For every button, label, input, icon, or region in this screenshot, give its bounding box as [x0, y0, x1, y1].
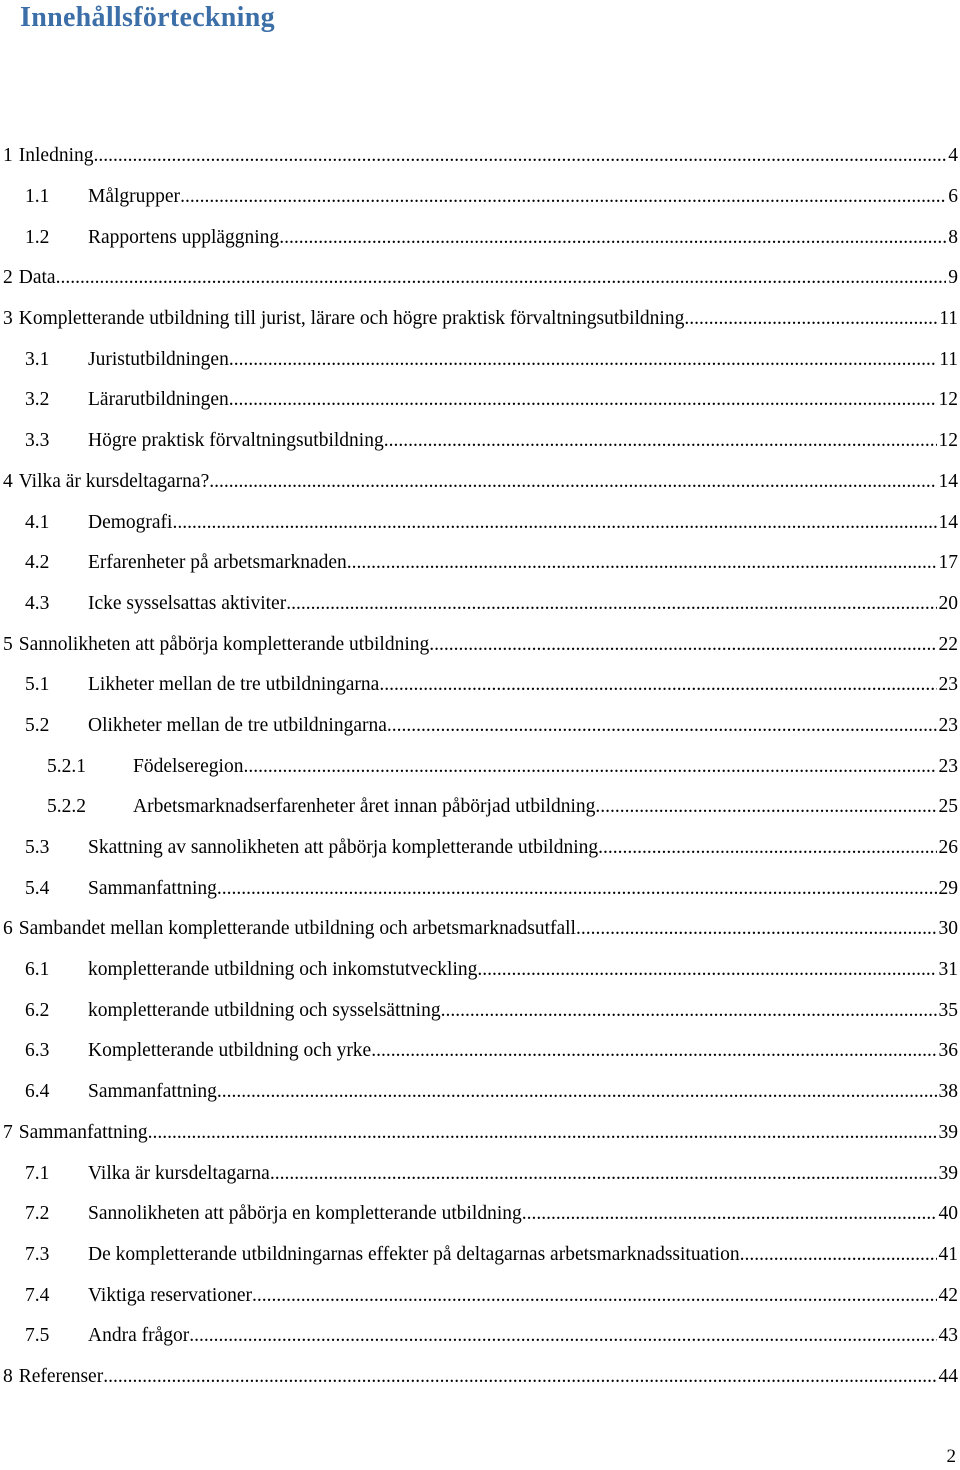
toc-entry-page: 23	[938, 714, 958, 736]
toc-entry-title: Andra frågor	[88, 1325, 190, 1347]
toc-entry-number: 1	[3, 145, 13, 167]
toc-entry[interactable]	[0, 909, 958, 950]
toc-entry[interactable]	[0, 380, 958, 421]
toc-entry-title: Vilka är kursdeltagarna	[88, 1162, 270, 1184]
toc-entry[interactable]	[0, 1072, 958, 1113]
toc-entry-number: 6.4	[25, 1081, 50, 1103]
page-title: Innehållsförteckning	[20, 2, 275, 33]
toc-entry-title: Sannolikheten att påbörja en kompletterande utbildning	[88, 1203, 522, 1225]
toc-dot-leader	[740, 1243, 937, 1267]
toc-entry-number: 5.3	[25, 837, 50, 859]
toc-entry-title: Sammanfattning	[88, 877, 217, 899]
toc-entry-title: Olikheter mellan de tre utbildningarna	[88, 714, 387, 736]
toc-entry-title: Inledning	[18, 145, 94, 167]
toc-entry-page: 6	[948, 186, 958, 208]
toc-entry-number: 4.1	[25, 511, 50, 533]
toc-entry-number: 6.3	[25, 1040, 50, 1062]
toc-entry-title: Data	[18, 267, 56, 289]
toc-entry-title: Rapportens uppläggning	[88, 226, 280, 248]
toc-entry-number: 5.2.2	[47, 796, 86, 818]
toc-entry[interactable]	[0, 665, 958, 706]
toc-entry[interactable]	[0, 462, 958, 503]
toc-entry-number: 7.4	[25, 1284, 50, 1306]
toc-entry-page: 23	[938, 755, 958, 777]
toc-dot-leader	[217, 877, 937, 901]
toc-entry-number: 5.2	[25, 714, 50, 736]
toc-entry-page: 38	[938, 1081, 958, 1103]
toc-entry[interactable]	[0, 421, 958, 462]
toc-entry-number: 5.4	[25, 877, 50, 899]
toc-entry[interactable]	[0, 258, 958, 299]
toc-entry[interactable]	[0, 706, 958, 747]
toc-entry-number: 7.3	[25, 1243, 50, 1265]
toc-entry-title: Högre praktisk förvaltningsutbildning	[88, 430, 384, 452]
toc-dot-leader	[229, 388, 937, 412]
toc-dot-leader	[598, 836, 936, 860]
toc-entry-page: 35	[938, 999, 958, 1021]
toc-dot-leader	[148, 1121, 937, 1145]
toc-dot-leader	[522, 1202, 937, 1226]
toc-dot-leader	[684, 307, 937, 331]
toc-entry-title: Kompletterande utbildning till jurist, lärare och högre praktisk förvaltningsutbildning	[18, 308, 685, 330]
toc-entry-page: 31	[938, 959, 958, 981]
toc-dot-leader	[180, 185, 946, 209]
toc-entry-page: 25	[938, 796, 958, 818]
toc-entry-title: Sammanfattning	[18, 1121, 148, 1143]
toc-dot-leader	[209, 470, 936, 494]
toc-dot-leader	[56, 266, 947, 290]
toc-entry[interactable]	[0, 746, 958, 787]
toc-dot-leader	[477, 958, 936, 982]
toc-entry-page: 12	[938, 389, 958, 411]
toc-dot-leader	[441, 999, 937, 1023]
toc-entry-title: Lärarutbildningen	[88, 389, 229, 411]
toc-entry-page: 30	[938, 918, 958, 940]
toc-entry-page: 43	[938, 1325, 958, 1347]
toc-entry-title: Arbetsmarknadserfarenheter året innan påbörjad utbildning	[133, 796, 596, 818]
toc-entry[interactable]	[0, 584, 958, 625]
toc-entry-number: 3.1	[25, 348, 50, 370]
toc-entry-number: 3.2	[25, 389, 50, 411]
toc-dot-leader	[384, 429, 937, 453]
toc-entry-title: Demografi	[88, 511, 173, 533]
toc-entry-page: 41	[938, 1243, 958, 1265]
toc-dot-leader	[279, 226, 946, 250]
toc-entry-number: 5.1	[25, 674, 50, 696]
toc-entry-number: 1.2	[25, 226, 50, 248]
toc-dot-leader	[229, 348, 937, 372]
toc-entry-number: 7.2	[25, 1203, 50, 1225]
toc-dot-leader	[387, 714, 937, 738]
toc-entry-page: 11	[939, 348, 958, 370]
toc-dot-leader	[270, 1162, 937, 1186]
toc-entry-page: 14	[938, 511, 958, 533]
toc-dot-leader	[172, 511, 936, 535]
toc-entry-title: Viktiga reservationer	[88, 1284, 252, 1306]
toc-dot-leader	[429, 633, 936, 657]
toc-entry-title: Vilka är kursdeltagarna?	[18, 470, 210, 492]
toc-dot-leader	[243, 755, 936, 779]
toc-entry-page: 22	[938, 633, 958, 655]
toc-entry[interactable]	[0, 339, 958, 380]
toc-entry[interactable]	[0, 502, 958, 543]
toc-entry-title: Sammanfattning	[88, 1081, 217, 1103]
toc-entry-page: 9	[948, 267, 958, 289]
toc-entry-number: 2	[3, 267, 13, 289]
toc-entry-number: 4.2	[25, 552, 50, 574]
toc-entry[interactable]	[0, 1235, 958, 1276]
toc-dot-leader	[576, 917, 937, 941]
toc-entry-number: 5.2.1	[47, 755, 86, 777]
toc-entry[interactable]	[0, 1031, 958, 1072]
toc-entry[interactable]	[0, 136, 958, 177]
toc-entry-page: 23	[938, 674, 958, 696]
toc-entry-title: Kompletterande utbildning och yrke	[88, 1040, 372, 1062]
toc-entry-title: Likheter mellan de tre utbildningarna	[88, 674, 380, 696]
toc-entry-page: 44	[938, 1365, 958, 1387]
toc-dot-leader	[371, 1039, 936, 1063]
toc-dot-leader	[595, 795, 936, 819]
toc-entry-page: 8	[948, 226, 958, 248]
toc-entry-number: 6	[3, 918, 13, 940]
toc-entry[interactable]	[0, 177, 958, 218]
toc-entry-page: 29	[938, 877, 958, 899]
toc-entry-number: 5	[3, 633, 13, 655]
toc-entry[interactable]	[0, 990, 958, 1031]
toc-dot-leader	[286, 592, 936, 616]
toc-entry-title: Födelseregion	[133, 755, 244, 777]
toc-entry-page: 12	[938, 430, 958, 452]
toc-dot-leader	[379, 673, 936, 697]
toc-entry[interactable]	[0, 1357, 958, 1398]
toc-entry-number: 1.1	[25, 186, 50, 208]
toc-entry-number: 7.1	[25, 1162, 50, 1184]
toc-entry-number: 4	[3, 470, 13, 492]
toc-entry[interactable]	[0, 1275, 958, 1316]
toc-entry-title: kompletterande utbildning och sysselsättning	[88, 999, 441, 1021]
toc-entry-title: Referenser	[18, 1365, 104, 1387]
toc-entry-page: 42	[938, 1284, 958, 1306]
toc-entry[interactable]	[0, 1194, 958, 1235]
toc-entry-number: 8	[3, 1365, 13, 1387]
toc-entry[interactable]	[0, 299, 958, 340]
toc-entry-title: De kompletterande utbildningarnas effekter på deltagarnas arbetsmarknadssituation	[88, 1243, 740, 1265]
toc-entry-title: Erfarenheter på arbetsmarknaden	[88, 552, 347, 574]
toc-entry[interactable]	[0, 543, 958, 584]
toc-entry-page: 14	[938, 470, 958, 492]
toc-entry-number: 6.2	[25, 999, 50, 1021]
toc-entry-title: Målgrupper	[88, 186, 181, 208]
toc-entry-page: 20	[938, 592, 958, 614]
toc-entry[interactable]	[0, 828, 958, 869]
toc-entry-number: 7	[3, 1121, 13, 1143]
toc-entry-number: 3.3	[25, 430, 50, 452]
toc-entry-number: 4.3	[25, 592, 50, 614]
toc-entry-number: 7.5	[25, 1325, 50, 1347]
toc-entry[interactable]	[0, 1113, 958, 1154]
toc-entry-title: Icke sysselsattas aktiviter	[88, 592, 287, 614]
toc-entry[interactable]	[0, 217, 958, 258]
toc-dot-leader	[252, 1284, 937, 1308]
toc-entry[interactable]	[0, 624, 958, 665]
toc-entry-title: Juristutbildningen	[88, 348, 229, 370]
toc-entry-title: Skattning av sannolikheten att påbörja kompletterande utbildning	[88, 837, 599, 859]
page-number: 2	[946, 1446, 956, 1467]
toc-entry-page: 39	[938, 1121, 958, 1143]
toc-dot-leader	[103, 1365, 936, 1389]
toc-dot-leader	[93, 144, 946, 168]
toc-dot-leader	[347, 551, 937, 575]
toc-entry-page: 4	[948, 145, 958, 167]
toc-entry-page: 40	[938, 1203, 958, 1225]
toc-dot-leader	[217, 1080, 937, 1104]
toc-entry[interactable]	[0, 1316, 958, 1357]
toc-entry-title: kompletterande utbildning och inkomstutveckling	[88, 959, 478, 981]
toc-entry-title: Sambandet mellan kompletterande utbildning och arbetsmarknadsutfall	[18, 918, 576, 940]
toc-entry-page: 26	[938, 837, 958, 859]
table-of-contents	[0, 136, 958, 1397]
toc-entry[interactable]	[0, 868, 958, 909]
toc-entry-number: 6.1	[25, 959, 50, 981]
toc-dot-leader	[189, 1324, 936, 1348]
toc-entry-number: 3	[3, 308, 13, 330]
toc-entry-title: Sannolikheten att påbörja kompletterande utbildning	[18, 633, 430, 655]
toc-entry[interactable]	[0, 1153, 958, 1194]
toc-entry[interactable]	[0, 787, 958, 828]
toc-entry-page: 17	[938, 552, 958, 574]
toc-entry-page: 11	[939, 308, 958, 330]
toc-entry-page: 39	[938, 1162, 958, 1184]
toc-entry[interactable]	[0, 950, 958, 991]
toc-entry-page: 36	[938, 1040, 958, 1062]
